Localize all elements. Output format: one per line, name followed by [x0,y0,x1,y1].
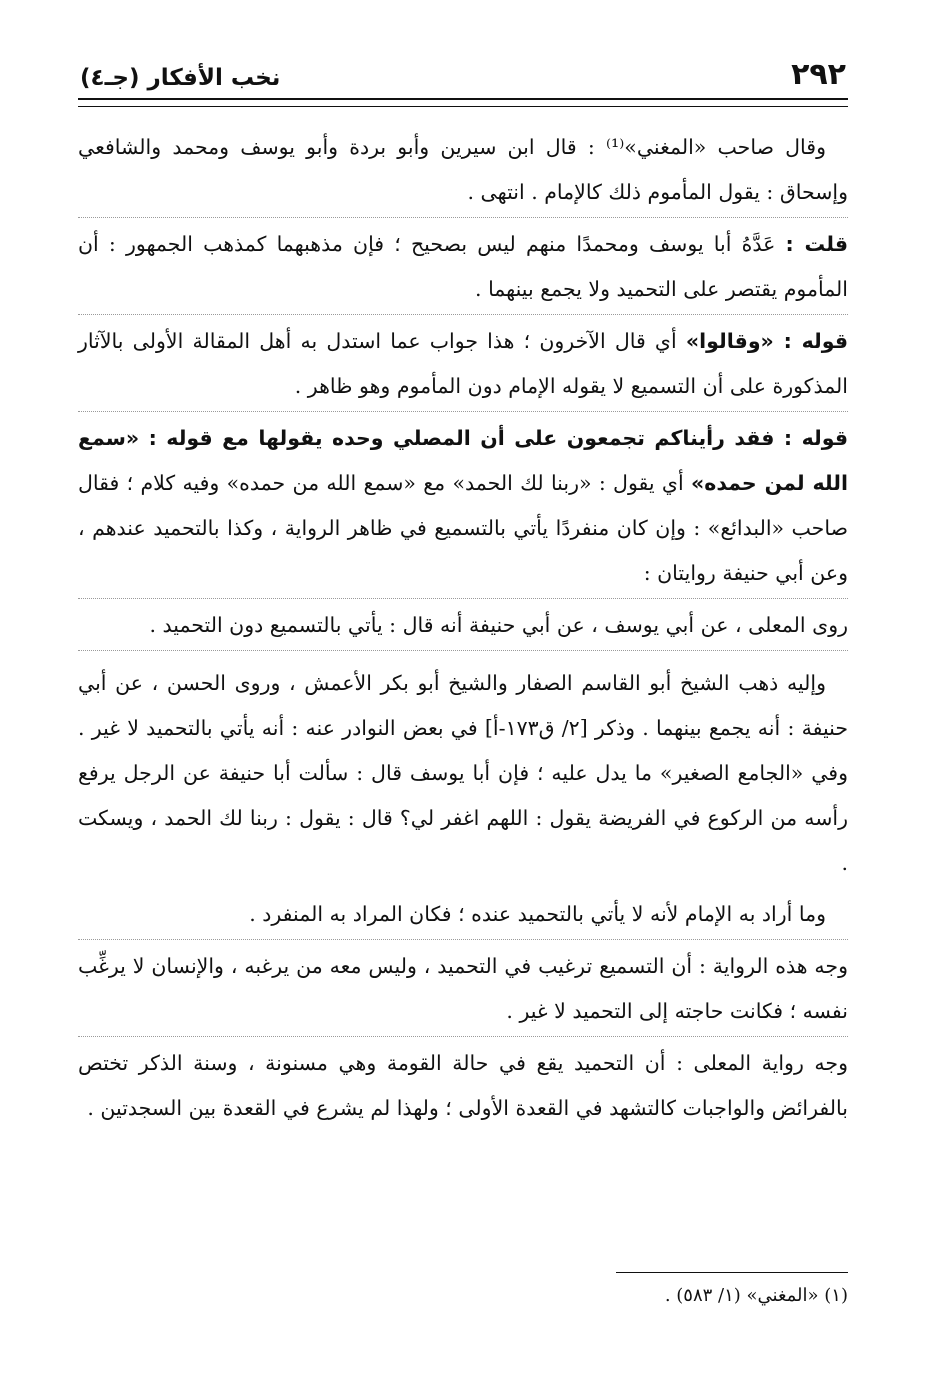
paragraph-text: وجه رواية المعلى : أن التحميد يقع في حالة القومة وهي مسنونة ، وسنة الذكر تختص بالفرائض والواجبات كالتشهد في القعدة الأولى ؛ ولهذا لم يشرع في القعدة بين السجدتين . [78,1051,848,1120]
paragraph-text: وإليه ذهب الشيخ أبو القاسم الصفار والشيخ أبو بكر الأعمش ، وروى الحسن ، عن أبي حنيفة : أنه يجمع بينهما . وذكر [٢/ ق١٧٣-أ] في بعض النوادر عنه : أنه يأتي بالتحميد لا غير . وفي «الجامع الصغير» ما يدل عليه ؛ فإن أبا يوسف قال : سألت أبا حنيفة عن الرجل يرفع رأسه من الركوع في الفريضة يقول : اللهم اغفر لي؟ قال : يقول : ربنا لك الحمد ، ويسكت . [78,671,848,875]
paragraph [78,661,848,888]
paragraph [78,944,848,1037]
paragraph-text: وقال صاحب «المغني»⁽¹⁾ : قال ابن سيرين وأبو بردة وأبو يوسف ومحمد والشافعي وإسحاق : يقول المأموم ذلك كالإمام . انتهى . [78,135,848,204]
page-header [78,40,848,96]
paragraph-lead: قلت : [785,232,849,256]
paragraph [78,222,848,315]
book-page [78,40,848,1340]
page-number: ٢٩٢ [791,57,846,92]
header-rule [78,98,848,107]
paragraph-text: روى المعلى ، عن أبي يوسف ، عن أبي حنيفة أنه قال : يأتي بالتسميع دون التحميد . [149,613,848,637]
paragraph-lead: قوله : فقد رأيناكم تجمعون على أن المصلي وحده يقولها مع قوله : «سمع الله لمن حمده» [78,426,848,495]
paragraph-lead: قوله : «وقالوا» [685,329,848,353]
paragraph [78,1041,848,1133]
running-title: نخب الأفكار (جـ٤) [80,65,281,91]
paragraph [78,319,848,412]
footnote: (١) «المغني» (١/ ٥٨٣) . [664,1285,848,1306]
paragraph-text: أي قال الآخرون ؛ هذا جواب عما استدل به أهل المقالة الأولى بالآثار المذكورة على أن التسميع لا يقوله الإمام دون المأموم وهو ظاهر . [78,329,848,398]
paragraph-text: وما أراد به الإمام لأنه لا يأتي بالتحميد عنده ؛ فكان المراد به المنفرد . [249,902,826,926]
footnote-rule [616,1272,848,1273]
main-text [78,125,848,1133]
paragraph-text: عَدَّهُ أبا يوسف ومحمدًا منهم ليس بصحيح ؛ فإن مذهبهما كمذهب الجمهور : أن المأموم يقتصر على التحميد ولا يجمع بينهما . [78,232,848,301]
paragraph-text: أي يقول : «ربنا لك الحمد» مع «سمع الله من حمده» وفيه كلام ؛ فقال صاحب «البدائع» : وإن كان منفردًا يأتي بالتسميع في ظاهر الرواية ، وكذا بالتحميد عندهم ، وعن أبي حنيفة روايتان : [78,471,848,585]
paragraph [78,125,848,218]
paragraph-text: وجه هذه الرواية : أن التسميع ترغيب في التحميد ، وليس معه من يرغبه ، والإنسان لا يرغِّب نفسه ؛ فكانت حاجته إلى التحميد لا غير . [78,954,848,1023]
paragraph [78,892,848,940]
paragraph [78,603,848,651]
paragraph [78,416,848,599]
